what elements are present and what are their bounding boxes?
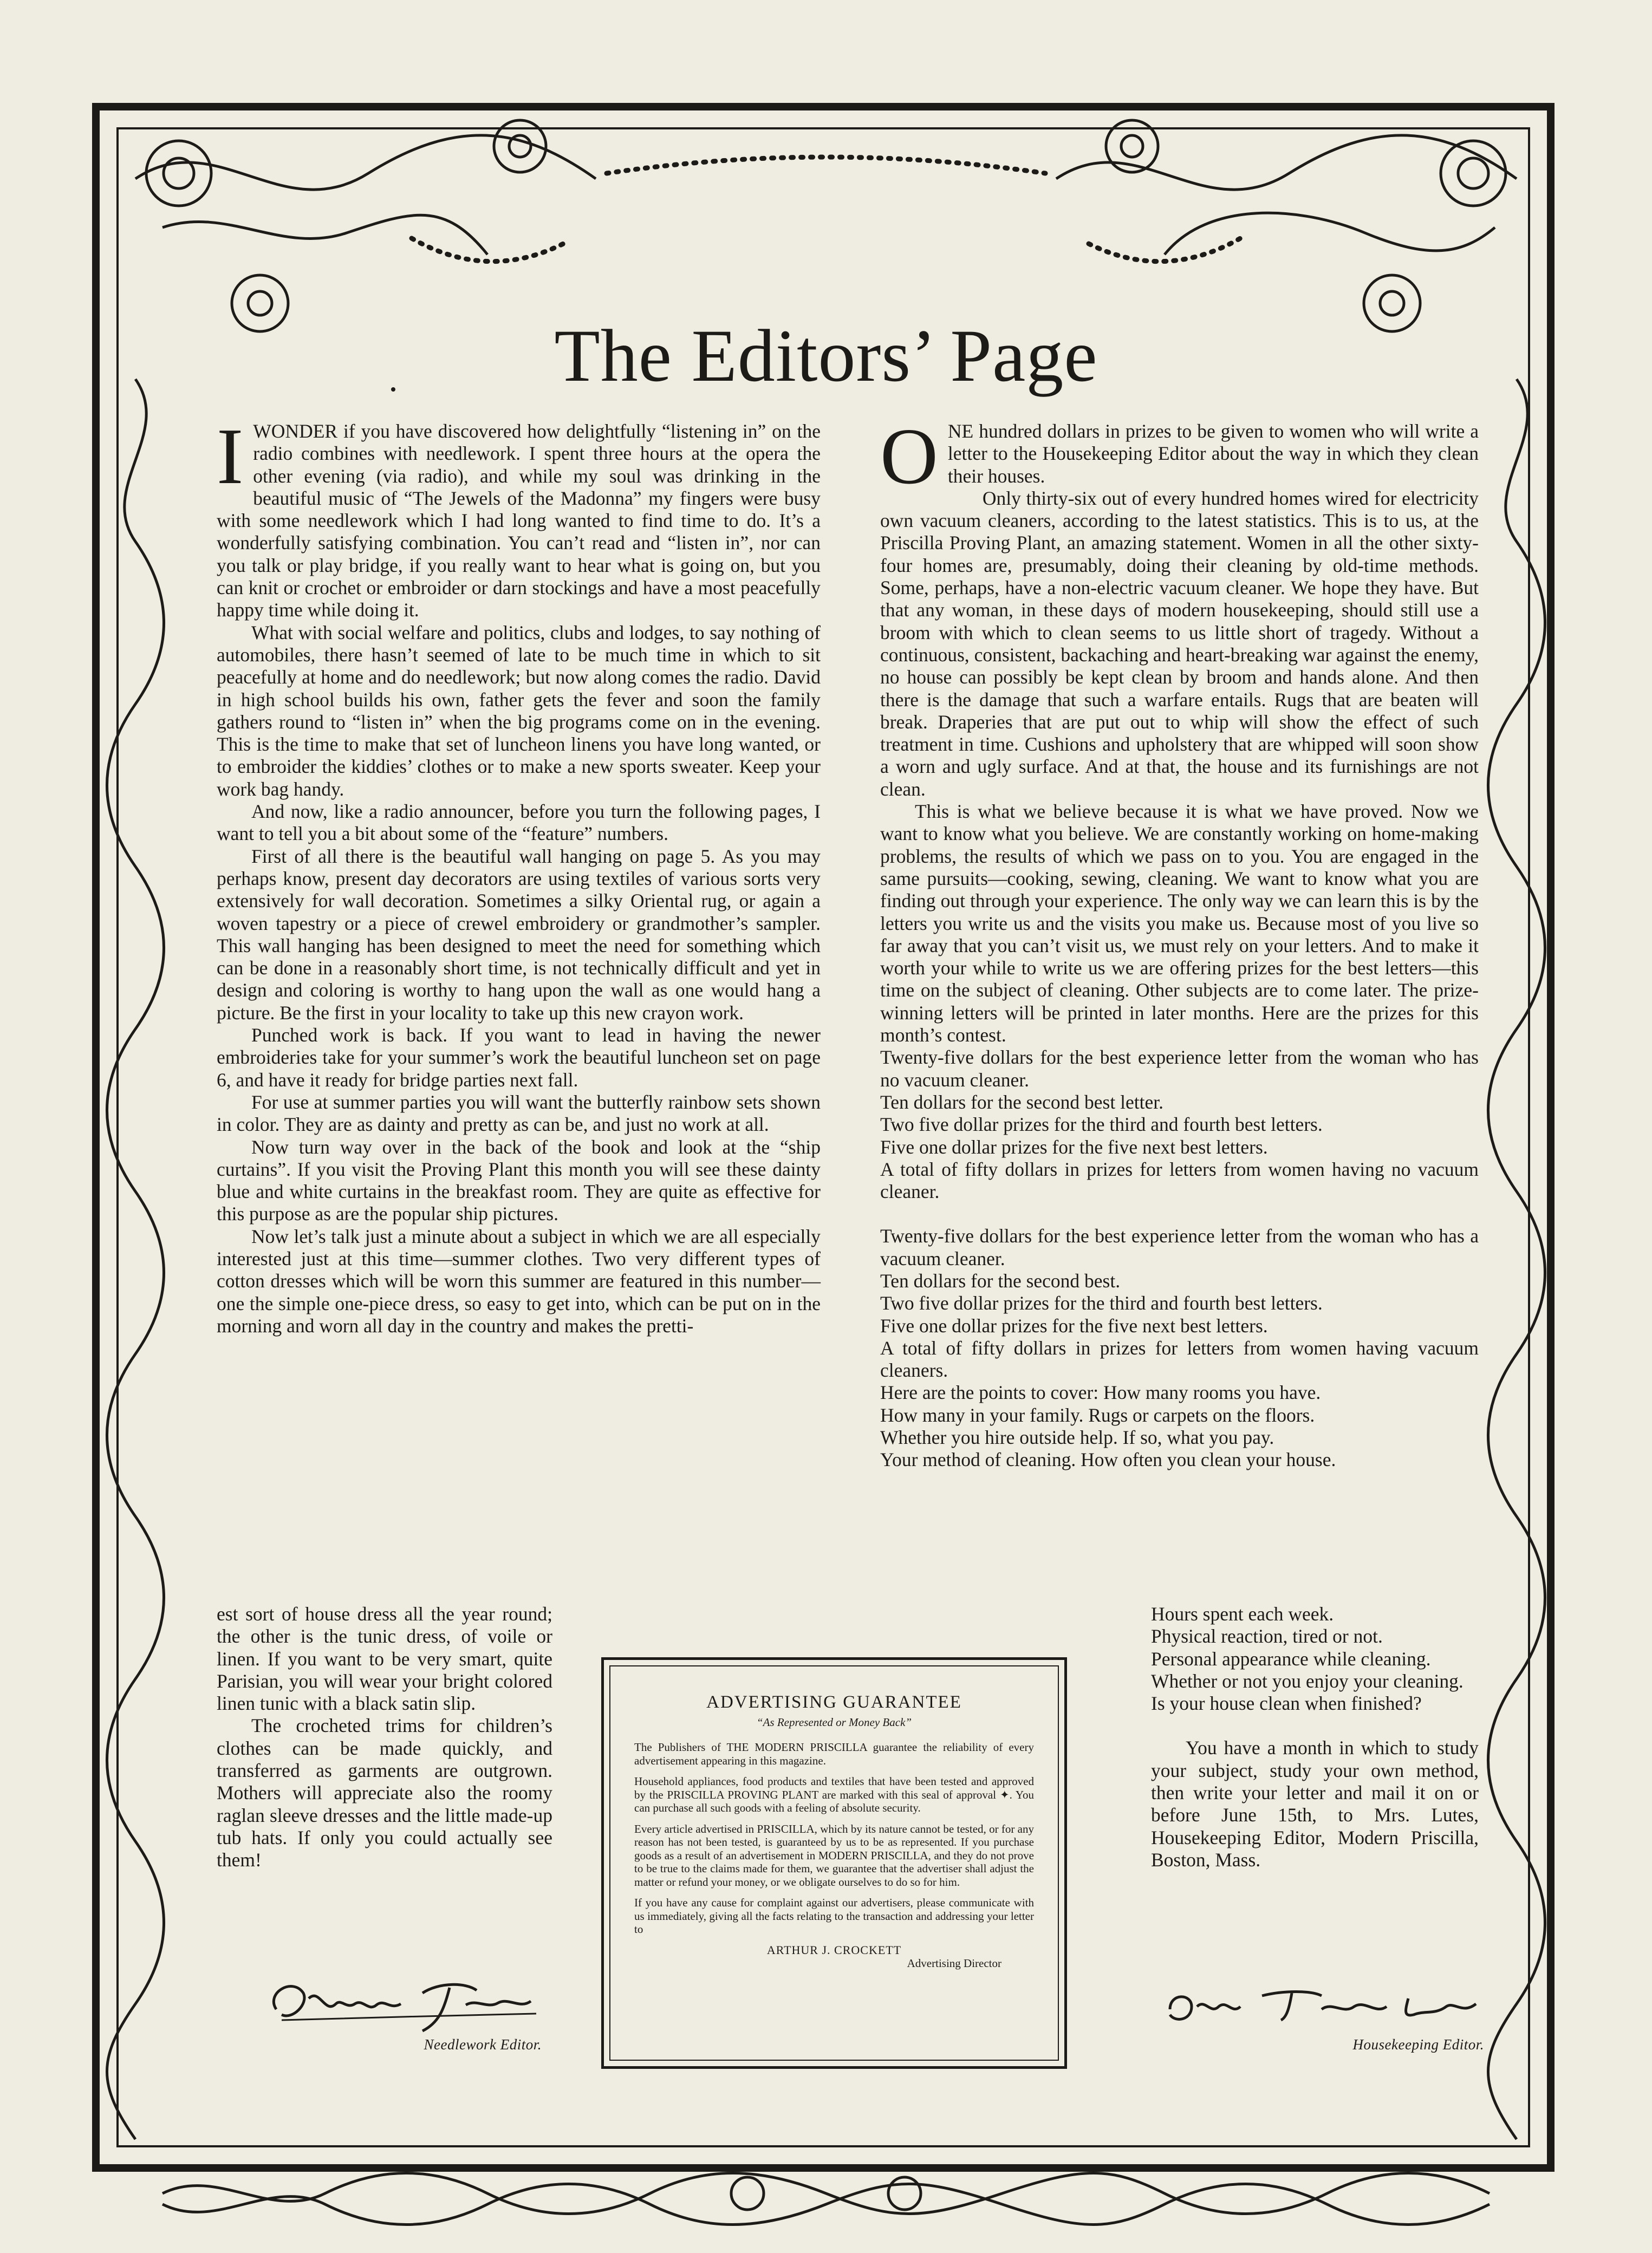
paragraph: What with social welfare and politics, clubs and lodges, to say nothing of automobiles, there hasn’t seemed of late to be much time in which to sit peacefully at home and do needlework; but now along comes the radio. David in high school builds his own, father gets the fever and soon the family gathers round to “listen in” when the big programs come on in the evening. This is the time to make that set of luncheon linens you have long wanted, or to embroider the kiddies’ clothes or to make a new sports sweater. Keep your work bag handy. bbox=[217, 621, 821, 800]
advertising-guarantee-box bbox=[601, 1657, 1067, 2069]
paragraph: For use at summer parties you will want the butterfly rainbow sets shown in color. They are as dainty and pretty as can be, and just no work at all. bbox=[217, 1091, 821, 1136]
prize-line: Ten dollars for the second best. bbox=[880, 1269, 1121, 1292]
prize-line: A total of fifty dollars in prizes for letters from women having vacuum cleaners. bbox=[880, 1337, 1479, 1382]
prize-line: A total of fifty dollars in prizes for letters from women having no vacuum cleaner. bbox=[880, 1158, 1479, 1203]
signature-role: Housekeeping Editor. bbox=[1352, 2036, 1484, 2053]
point-line: Hours spent each week. bbox=[1151, 1603, 1334, 1625]
prize-line: Five one dollar prizes for the five next best letters. bbox=[880, 1314, 1268, 1337]
point-line: Whether or not you enjoy your cleaning. bbox=[1151, 1670, 1464, 1692]
advertising-guarantee-inner bbox=[609, 1665, 1059, 2061]
point-line: Whether you hire outside help. If so, what you pay. bbox=[880, 1427, 1274, 1449]
ad-guarantee-subtitle: “As Represented or Money Back” bbox=[756, 1715, 912, 1729]
ad-signer-name: ARTHUR J. CROCKETT bbox=[766, 1943, 902, 1957]
signature-christine-terry bbox=[260, 1971, 542, 2036]
point-line: How many in your family. Rugs or carpets on the floors. bbox=[880, 1404, 1315, 1426]
housekeeping-column-continued bbox=[1151, 1603, 1479, 1871]
decorative-dot bbox=[391, 387, 395, 392]
paragraph: Only thirty-six out of every hundred homes wired for electricity own vacuum cleaners, according to the latest statistics. This is to us, at the Priscilla Proving Plant, an amazing statement. Women in all the other sixty-four homes are, presumably, doing their cleaning by old-time methods. Some, perhaps, have a non-electric vacuum cleaner. We hope they have. But that any woman, in these days of modern housekeeping, should still use a broom with which to clean seems to us little short of tragedy. Without a continuous, consistent, backaching and heart-breaking war against the enemy, no house can possibly be kept clean by broom and hands alone. And then there is the damage that such a warfare entails. Rugs that are beaten will break. Draperies that are put out to whip will show the effect of such treatment in time. Cushions and upholstery that are whipped will soon show a worn and ugly surface. And at that, the house and its furnishings are not clean. bbox=[880, 487, 1479, 800]
needlework-column-continued bbox=[217, 1603, 552, 1872]
paragraph: Punched work is back. If you want to lead in having the newer embroideries take for your summer’s work the beautiful luncheon set on page 6, and have it ready for bridge parties next fall. bbox=[217, 1024, 821, 1091]
drop-cap: O bbox=[880, 412, 938, 501]
paragraph: Now let’s talk just a minute about a subject in which we are all especially interested just at this time—summer clothes. Two very different types of cotton dresses which will be worn this summer are featured in this number—one the simple one-piece dress, so easy to get into, which can be put on in the morning and worn all day in the country and makes the pretti- bbox=[217, 1225, 821, 1337]
ad-signer-role: Advertising Director bbox=[907, 1957, 1001, 1970]
point-line: Physical reaction, tired or not. bbox=[1151, 1625, 1383, 1648]
drop-cap: I bbox=[217, 412, 244, 501]
prize-line: Five one dollar prizes for the five next best letters. bbox=[880, 1136, 1268, 1158]
ad-guarantee-title: ADVERTISING GUARANTEE bbox=[706, 1692, 962, 1712]
prize-line: Twenty-five dollars for the best experience letter from the woman who has no vacuum cleaner. bbox=[880, 1046, 1479, 1091]
ad-paragraph: Household appliances, food products and textiles that have been tested and approved by the PRISCILLA PROVING PLANT are marked with this seal of approval ✦. You can purchase all such goods with a feeling of absolute security. bbox=[634, 1775, 1034, 1814]
paragraph: IWONDER if you have discovered how delightfully “listening in” on the radio combines with needlework. I spent three hours at the opera the other evening (via radio), and while my soul was drinking in the beautiful music of “The Jewels of the Madonna” my fingers were busy with some needlework which I had long wanted to find time to do. It’s a wonderfully satisfying combination. You can’t read and “listen in”, nor can you talk or play bridge, if you really want to hear what is going on, but you can knit or crochet or embroider or darn stockings and have a most peacefully happy time while doing it. bbox=[217, 412, 821, 621]
paragraph: First of all there is the beautiful wall hanging on page 5. As you may perhaps know, present day decorators are using textiles of various sorts very extensively for wall decoration. Sometimes a silky Oriental rug, or again a woven tapestry or a piece of crewel embroidery or grandmother’s sampler. This wall hanging has been designed to meet the need for something which can be done in a reasonably short time, is not technically difficult and yet in design and coloring is worthy to hang upon the wall as one would hang a picture. Be the first in your locality to take up this new crayon work. bbox=[217, 845, 821, 1024]
paragraph: The crocheted trims for children’s clothes can be made quickly, and transferred as garments are outgrown. Mothers will appreciate also the roomy raglan sleeve dresses and the little made-up tub hats. If only you could actually see them! bbox=[217, 1715, 552, 1871]
signature-role: Needlework Editor. bbox=[424, 2036, 542, 2053]
point-line: Personal appearance while cleaning. bbox=[1151, 1648, 1431, 1670]
signature-della-thompson-lutes bbox=[1159, 1977, 1484, 2036]
paragraph: ONE hundred dollars in prizes to be given to women who will write a letter to the Housekeeping Editor about the way in which they clean their houses. bbox=[880, 412, 1479, 501]
ad-paragraph: If you have any cause for complaint against our advertisers, please communicate with us immediately, giving all the facts relating to the transaction and addressing your letter to bbox=[634, 1896, 1034, 1936]
needlework-signature-block bbox=[238, 1971, 542, 2053]
paragraph: And now, like a radio announcer, before you turn the following pages, I want to tell you a bit about some of the “feature” numbers. bbox=[217, 800, 821, 845]
ad-paragraph: Every article advertised in PRISCILLA, which by its nature cannot be tested, or for any reason has not been tested, is guaranteed by us to be as represented. If you purchase goods as a result of an advertisement in MODERN PRISCILLA, and they do not prove to be true to the claims made for them, we guarantee that the advertiser shall adjust the matter or refund your money, or we obligate ourselves to do so for him. bbox=[634, 1822, 1034, 1889]
point-line: Here are the points to cover: How many rooms you have. bbox=[880, 1382, 1321, 1404]
paragraph: This is what we believe because it is what we have proved. Now we want to know what you believe. We are constantly working on home-making problems, the results of which we pass on to you. You are engaged in the same pursuits—cooking, sewing, cleaning. We want to know what you are finding out through your experience. The only way we can learn this is by the letters you write us and the visits you make us. Because most of you live so far away that you can’t visit us, we must rely on your letters. And to make it worth your while to write us we are offering prizes for the best letters—this time on the subject of cleaning. Other subjects are to come later. The prize-winning letters will be printed in later months. Here are the prizes for this month’s contest. bbox=[880, 800, 1479, 1046]
point-line: Is your house clean when finished? bbox=[1151, 1692, 1422, 1715]
paragraph: est sort of house dress all the year round; the other is the tunic dress, of voile or linen. If you want to be very smart, quite Parisian, you will wear your bright colored linen tunic with a black satin slip. bbox=[217, 1603, 552, 1715]
prize-line: Ten dollars for the second best letter. bbox=[880, 1091, 1163, 1113]
prize-line: Two five dollar prizes for the third and fourth best letters. bbox=[880, 1292, 1323, 1314]
point-line: Your method of cleaning. How often you clean your house. bbox=[880, 1449, 1336, 1471]
housekeeping-signature-block bbox=[1148, 1977, 1484, 2053]
needlework-column bbox=[217, 412, 821, 1337]
ad-paragraph: The Publishers of THE MODERN PRISCILLA guarantee the reliability of every advertisement appearing in this magazine. bbox=[634, 1741, 1034, 1767]
prize-line: Two five dollar prizes for the third and fourth best letters. bbox=[880, 1114, 1323, 1136]
prize-line: Twenty-five dollars for the best experience letter from the woman who has a vacuum cleaner. bbox=[880, 1225, 1479, 1269]
paragraph: Now turn way over in the back of the book and look at the “ship curtains”. If you visit the Proving Plant this month you will see these dainty blue and white curtains in the breakfast room. They are quite as effective for this purpose as are the popular ship pictures. bbox=[217, 1136, 821, 1225]
housekeeping-column bbox=[880, 412, 1479, 1471]
page-title: The Editors’ Page bbox=[554, 314, 1098, 398]
paragraph: You have a month in which to study your subject, study your own method, then write your letter and mail it on or before June 15th, to Mrs. Lutes, Housekeeping Editor, Modern Priscilla, Boston, Mass. bbox=[1151, 1737, 1479, 1871]
